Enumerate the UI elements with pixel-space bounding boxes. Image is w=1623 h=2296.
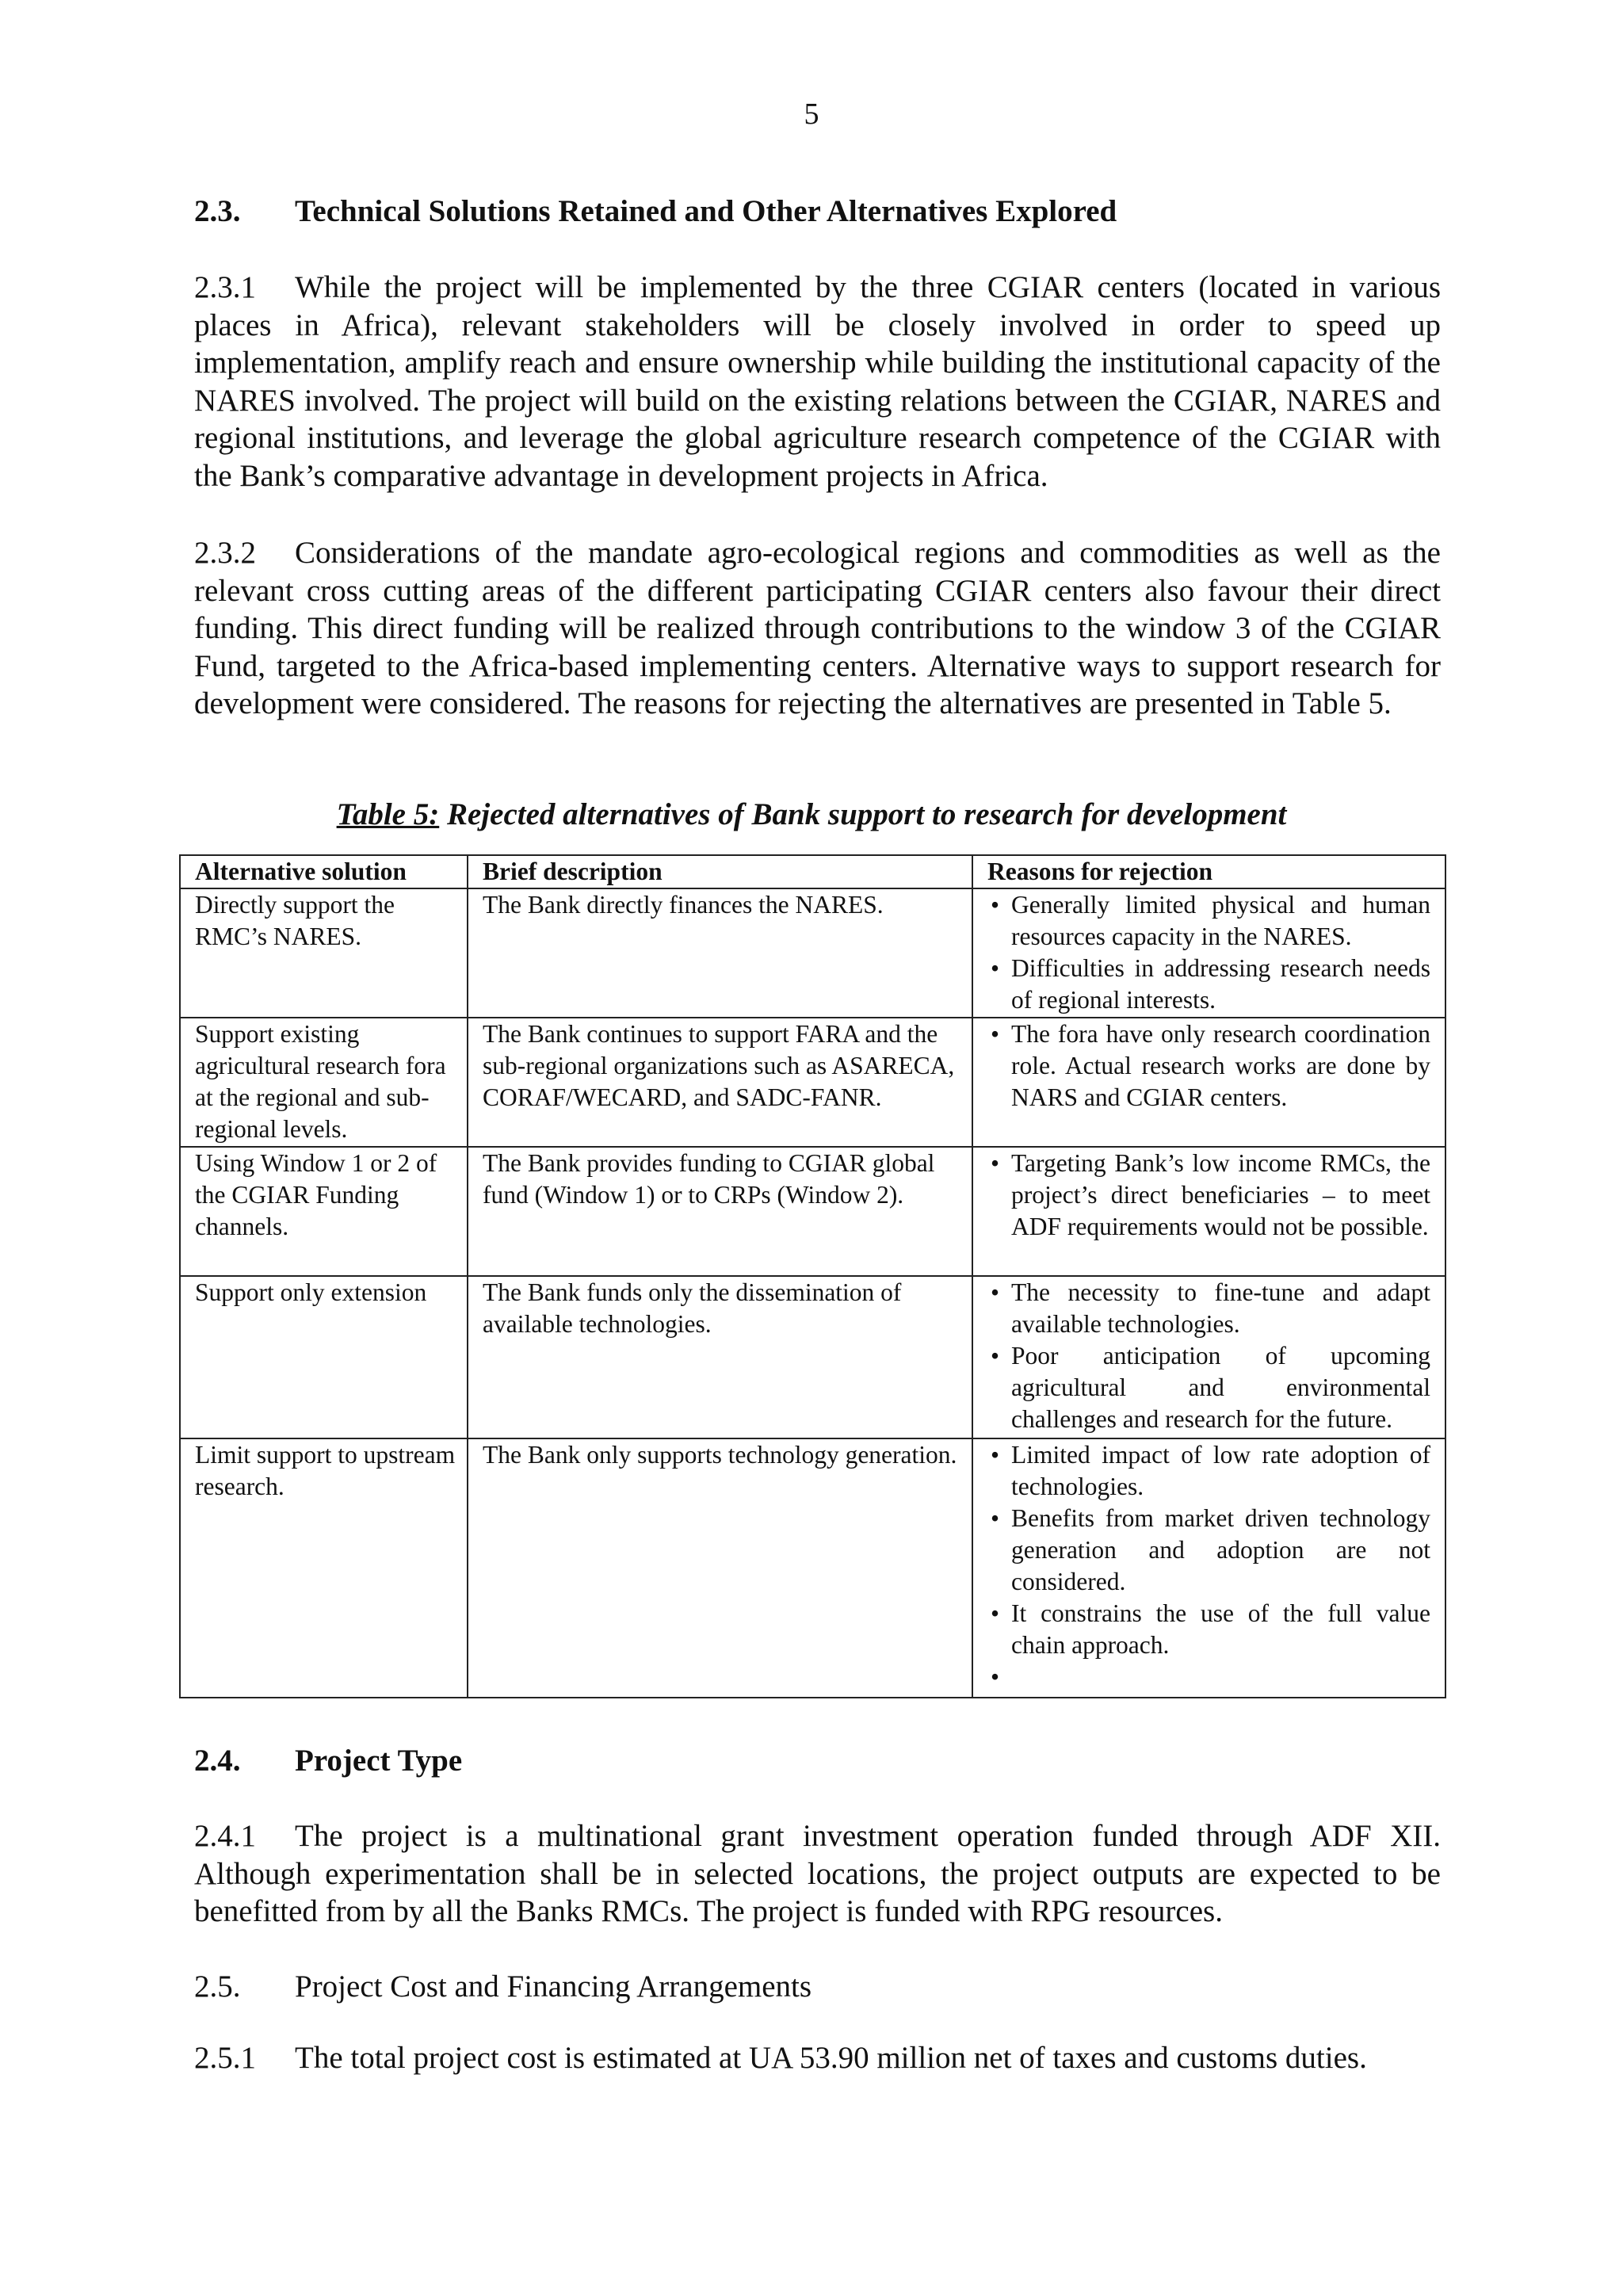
paragraph-number: 2.4.1 [194, 1819, 256, 1853]
table-row [180, 1018, 1445, 1147]
paragraph-text: The total project cost is estimated at UA 53.90 million net of taxes and customs duties. [295, 2041, 1367, 2075]
paragraph-2-3-1 [194, 269, 1441, 495]
reason-item: • Benefits from market driven technology generation and adoption are not considered. [987, 1503, 1430, 1598]
cell-description: The Bank directly finances the NARES. [468, 888, 972, 1018]
section-number: 2.3. [194, 194, 241, 228]
reason-item: • The fora have only research coordination role. Actual research works are done by NARS and CGIAR centers. [987, 1018, 1430, 1114]
section-title: Project Cost and Financing Arrangements [295, 1969, 812, 2004]
table-caption-text: Rejected alternatives of Bank support to research for development [439, 797, 1287, 831]
cell-solution: Limit support to upstream research. [180, 1438, 468, 1698]
cell-reasons [972, 1276, 1445, 1438]
reason-item: • The necessity to fine-tune and adapt available technologies. [987, 1277, 1430, 1340]
cell-solution: Using Window 1 or 2 of the CGIAR Funding channels. [180, 1147, 468, 1276]
section-title: Project Type [295, 1744, 463, 1778]
section-2-5-heading [194, 1969, 812, 2004]
header-reasons-for-rejection: Reasons for rejection [972, 855, 1445, 888]
section-number: 2.4. [194, 1744, 241, 1778]
cell-reasons [972, 1018, 1445, 1147]
paragraph-2-3-2 [194, 534, 1441, 723]
table-caption [0, 797, 1623, 832]
rejected-alternatives-table [179, 854, 1446, 1698]
header-brief-description: Brief description [468, 855, 972, 888]
page-number: 5 [804, 97, 819, 131]
cell-reasons [972, 1147, 1445, 1276]
table-row [180, 888, 1445, 1018]
reason-item: • Generally limited physical and human resources capacity in the NARES. [987, 889, 1430, 953]
reason-item: • It constrains the use of the full value chain approach. [987, 1598, 1430, 1661]
section-2-4-heading [194, 1743, 462, 1778]
table-row [180, 1438, 1445, 1698]
cell-reasons [972, 1438, 1445, 1698]
reason-item: • Difficulties in addressing research needs of regional interests. [987, 953, 1430, 1016]
reason-item-empty [987, 1661, 1430, 1693]
table-row [180, 1147, 1445, 1276]
cell-description: The Bank funds only the dissemination of available technologies. [468, 1276, 972, 1438]
paragraph-number: 2.3.2 [194, 536, 256, 570]
cell-description: The Bank only supports technology generation. [468, 1438, 972, 1698]
cell-solution: Directly support the RMC’s NARES. [180, 888, 468, 1018]
table-row [180, 1276, 1445, 1438]
section-title: Technical Solutions Retained and Other Alternatives Explored [295, 194, 1117, 228]
cell-solution: Support existing agricultural research fora at the regional and sub-regional levels. [180, 1018, 468, 1147]
cell-description: The Bank provides funding to CGIAR global fund (Window 1) or to CRPs (Window 2). [468, 1147, 972, 1276]
table-header-row [180, 855, 1445, 888]
reason-item: • Poor anticipation of upcoming agricultural and environmental challenges and research for the future. [987, 1340, 1430, 1435]
paragraph-2-4-1 [194, 1817, 1441, 1931]
reason-item: • Targeting Bank’s low income RMCs, the project’s direct beneficiaries – to meet ADF requirements would not be possible. [987, 1148, 1430, 1243]
header-alternative-solution: Alternative solution [180, 855, 468, 888]
paragraph-number: 2.3.1 [194, 270, 256, 304]
cell-reasons [972, 888, 1445, 1018]
reason-item: • Limited impact of low rate adoption of technologies. [987, 1439, 1430, 1503]
cell-description: The Bank continues to support FARA and the sub-regional organizations such as ASARECA, CORAF/WECARD, and SADC-FANR. [468, 1018, 972, 1147]
section-2-3-heading [194, 193, 1117, 229]
section-number: 2.5. [194, 1969, 241, 2004]
paragraph-text: Considerations of the mandate agro-ecological regions and commodities as well as the relevant cross cutting areas of the different participating CGIAR centers also favour their direct funding. This direct funding will be realized through contributions to the window 3 of the CGIAR Fund, targeted to the Africa-based implementing centers. Alternative ways to support research for development were considered. The reasons for rejecting the alternatives are presented in Table 5. [194, 536, 1441, 720]
paragraph-2-5-1 [194, 2039, 1441, 2077]
table-caption-label: Table 5: [336, 797, 440, 831]
paragraph-number: 2.5.1 [194, 2041, 256, 2075]
paragraph-text: While the project will be implemented by the three CGIAR centers (located in various places in Africa), relevant stakeholders will be closely involved in order to speed up implementation, amplify reach and ensure ownership while building the institutional capacity of the NARES involved. The project will build on the existing relations between the CGIAR, NARES and regional institutions, and leverage the global agriculture research competence of the CGIAR with the Bank’s comparative advantage in development projects in Africa. [194, 270, 1441, 493]
cell-solution: Support only extension [180, 1276, 468, 1438]
paragraph-text: The project is a multinational grant investment operation funded through ADF XII. Although experimentation shall be in selected locations, the project outputs are expected to be benefitted from by all the Banks RMCs. The project is funded with RPG resources. [194, 1819, 1441, 1928]
